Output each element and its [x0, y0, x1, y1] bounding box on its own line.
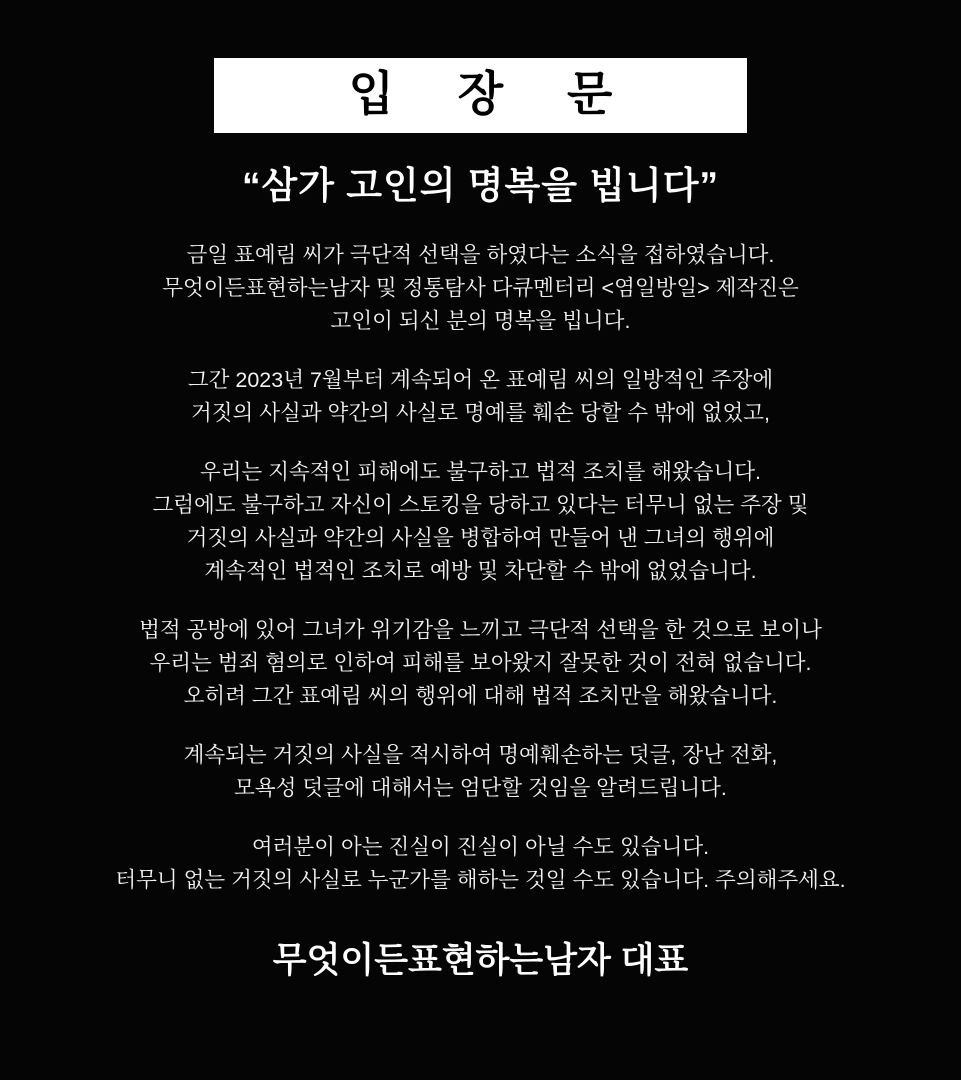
paragraph: 금일 표예림 씨가 극단적 선택을 하였다는 소식을 접하였습니다. 무엇이든표현하는남자 및 정통탐사 다큐멘터리 <염일방일> 제작진은 고인이 되신 분의 명복을 빕니다. — [162, 243, 799, 333]
document-subtitle: “삼가 고인의 명복을 빕니다” — [241, 165, 719, 206]
signature-line: 무엇이든표현하는남자 대표 — [272, 941, 689, 980]
paragraph: 여러분이 아는 진실이 진실이 아닐 수도 있습니다. 터무니 없는 거짓의 사실로 누군가를 해하는 것일 수도 있습니다. 주의해주세요. — [115, 835, 846, 892]
page-title: 입 장 문 — [348, 69, 639, 121]
title-banner — [214, 58, 747, 133]
paragraph: 그간 2023년 7월부터 계속되어 온 표예림 씨의 일방적인 주장에 거짓의 사실과 약간의 사실로 명예를 훼손 당할 수 밖에 없었고, — [187, 368, 774, 425]
paragraph: 법적 공방에 있어 그녀가 위기감을 느끼고 극단적 선택을 한 것으로 보이나 우리는 범죄 혐의로 인하여 피해를 보아왔지 잘못한 것이 전혀 없습니다. 오히려 그간 표예림 씨의 행위에 대해 법적 조치만을 해왔습니다. — [139, 618, 822, 708]
paragraph: 계속되는 거짓의 사실을 적시하여 명예훼손하는 덧글, 장난 전화, 모욕성 덧글에 대해서는 엄단할 것임을 알려드립니다. — [183, 743, 778, 800]
document-body — [30, 239, 931, 897]
paragraph: 우리는 지속적인 피해에도 불구하고 법적 조치를 해왔습니다. 그럼에도 불구하고 자신이 스토킹을 당하고 있다는 터무니 없는 주장 및 거짓의 사실과 약간의 사실을 병합하여 만들어 낸 그녀의 행위에 계속적인 법적인 조치로 예방 및 차단할 수 밖에 없었습니다. — [152, 460, 809, 583]
